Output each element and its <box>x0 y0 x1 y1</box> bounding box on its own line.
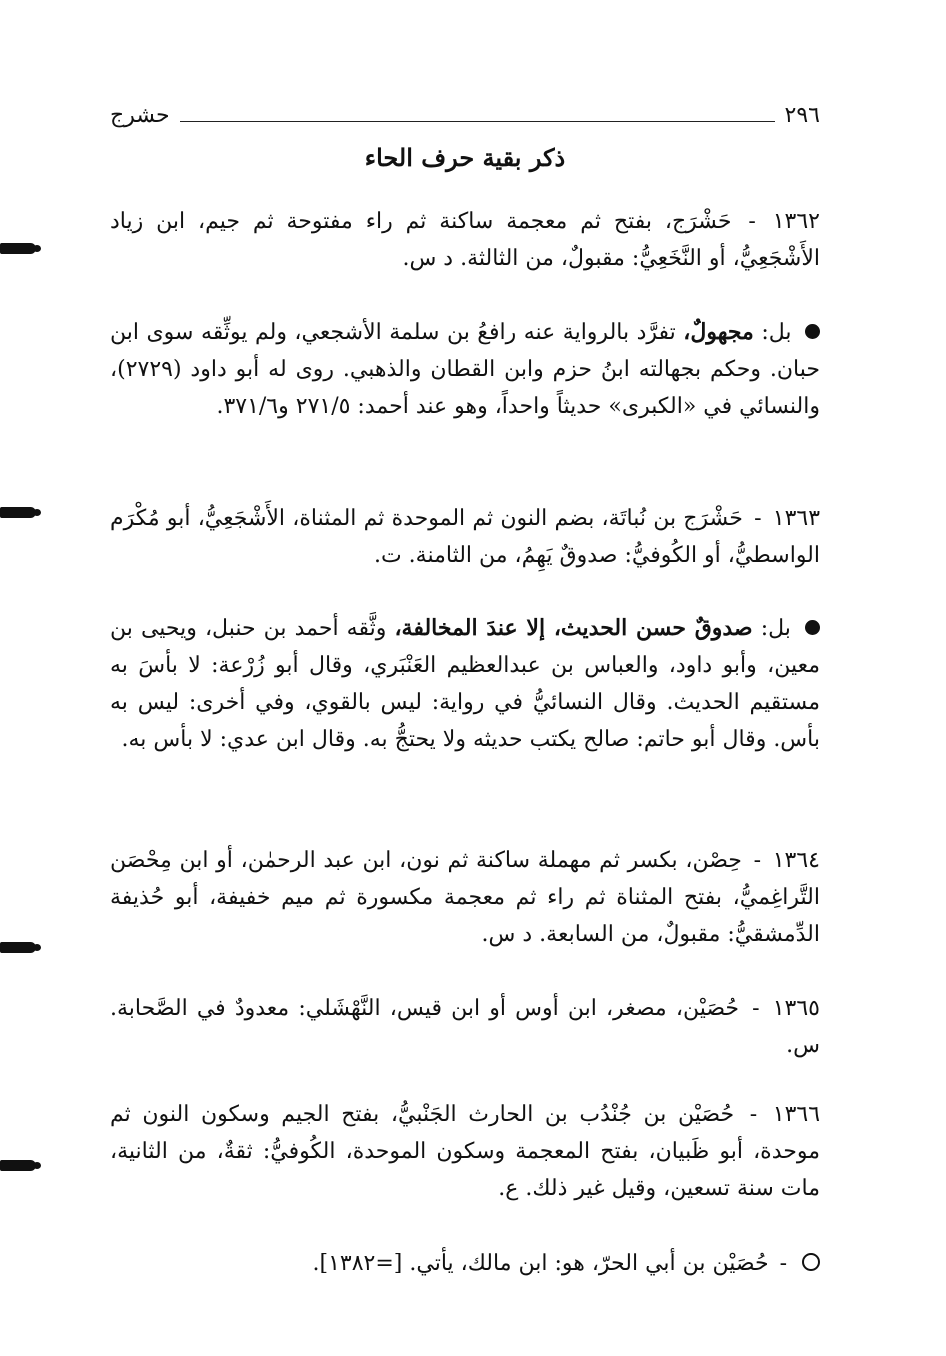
entry-dash: - <box>779 1251 787 1276</box>
bullet-icon <box>805 620 820 635</box>
entry-text: حَشْرَج، بفتح ثم معجمة ساكنة ثم راء مفتوحة ثم جيم، ابن زياد الأَشْجَعِيُّ، أو النَّخَعِيُّ: مقبولٌ، من الثالثة. د س. <box>110 209 820 271</box>
entry-1363 <box>110 500 820 574</box>
scan-edge-mark <box>0 942 36 953</box>
entry-1365 <box>110 990 820 1064</box>
entry-dash: - <box>749 1102 758 1127</box>
entry-number: ١٣٦٤ <box>772 848 820 873</box>
header-rule <box>180 121 775 122</box>
commentary-1363 <box>110 610 820 758</box>
commentary-lead: بل: <box>760 616 791 641</box>
entry-text: حُصَيْن بن جُنْدُب بن الحارث الجَنْبيُّ، بفتح الجيم وسكون النون ثم موحدة، أبو ظَبيان، بفتح المعجمة وسكون الموحدة، الكُوفيُّ: ثقةٌ، من الثانية، مات سنة تسعين، وقيل غير ذلك. ع. <box>110 1102 820 1201</box>
section-title: ذكر بقية حرف الحاء <box>364 143 566 172</box>
entry-dash: - <box>753 848 762 873</box>
commentary-lead: بل: <box>761 320 792 345</box>
entry-1366 <box>110 1096 820 1207</box>
entry-text: حُصَيْن، مصغر، ابن أوس أو ابن قيس، النَّهْشَلي: معدودٌ في الصَّحابة. س. <box>110 996 820 1058</box>
entry-1364 <box>110 842 820 953</box>
scan-edge-mark <box>0 507 36 518</box>
entry-number: ١٣٦٥ <box>772 996 820 1021</box>
commentary-1362 <box>110 314 820 425</box>
page-header <box>110 95 820 135</box>
commentary-verdict: صدوقٌ حسن الحديث، إلا عندَ المخالفة، <box>394 615 753 641</box>
entry-number: ١٣٦٣ <box>772 506 821 531</box>
entry-text: حِصْن، بكسر ثم مهملة ساكنة ثم نون، ابن عبد الرحمٰن، أو ابن مِحْصَن التَّراغِميُّ، بفتح المثناة ثم راء ثم معجمة مكسورة ثم ميم خفيفة، أبو حُذيفة الدِّمشقيُّ: مقبولٌ، من السابعة. د س. <box>110 848 820 947</box>
bullet-icon <box>805 324 820 339</box>
page-number: ٢٩٦ <box>784 102 820 128</box>
scan-edge-mark <box>0 1160 36 1171</box>
entry-dash: - <box>752 996 760 1021</box>
entry-dash: - <box>748 209 756 234</box>
commentary-text: تفرَّد بالرواية عنه رافعُ بن سلمة الأشجعي، ولم يوثِّقه سوى ابن حبان. وحكم بجهالته ابنُ حزم وابن القطان والذهبي. روى له أبو داود (٢٧٢٩)، والنسائي في «الكبرى» حديثاً واحداً، وهو عند أحمد: ٢٧١/٥ و٣٧١/٦. <box>110 320 820 419</box>
entry-number: ١٣٦٦ <box>772 1102 821 1127</box>
entry-number: ١٣٦٢ <box>772 209 820 234</box>
scan-edge-mark <box>0 243 36 254</box>
entry-text: حُصَيْن بن أبي الحرّ، هو: ابن مالك، يأتي. [=١٣٨٢]. <box>312 1251 769 1276</box>
cross-reference-entry <box>110 1245 820 1282</box>
running-title: حشرج <box>110 102 170 128</box>
entry-text: حَشْرَج بن نُباتَة، بضم النون ثم الموحدة ثم المثناة، الأَشْجَعِيُّ، أبو مُكْرَم الواسطيُّ، أو الكُوفيُّ: صدوقٌ يَهِمُ، من الثامنة. ت. <box>110 506 820 568</box>
commentary-text: وثَّقه أحمد بن حنبل، ويحيى بن معين، وأبو داود، والعباس بن عبدالعظيم العَنْبَري، وقال أبو زُرْعة: لا بأسَ به مستقيم الحديث. وقال النسائيُّ في رواية: ليس بالقوي، وفي أخرى: ليس به بأس. وقال أبو حاتم: صالح يكتب حديثه ولا يحتجُّ به. وقال ابن عدي: لا بأس به. <box>110 616 820 752</box>
entry-dash: - <box>754 506 762 531</box>
ring-icon <box>802 1253 820 1271</box>
entry-1362 <box>110 203 820 277</box>
commentary-verdict: مجهولٌ، <box>683 319 754 345</box>
